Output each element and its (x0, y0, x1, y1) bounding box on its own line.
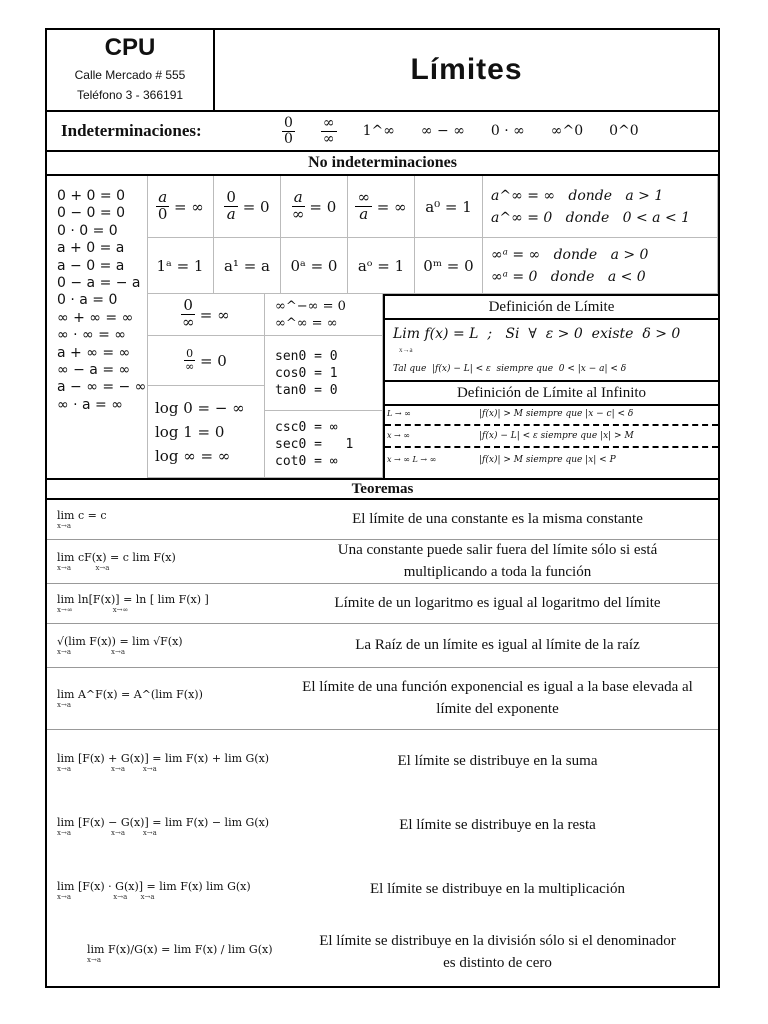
inf-lim: x → ∞ L → ∞ (387, 455, 437, 464)
log-rule: log 0 = − ∞ (155, 398, 245, 417)
theorem-row (47, 922, 718, 984)
log-rule: log 1 = 0 (155, 422, 225, 441)
rule-zero-over-inf-b: $\frac{0}{\infty}$ = 0 (147, 336, 265, 386)
rule-zero-pow-m: 0ᵐ = 0 (415, 238, 483, 294)
theorem-row (47, 584, 718, 624)
trig-rule: cos0 = 1 (275, 365, 338, 381)
indeterminations-list (282, 112, 639, 150)
infinity-definition-row (387, 426, 716, 445)
indet-inf-over-inf: $\frac{\infty}{\infty}$ (322, 114, 335, 147)
theorem-formula: lim ln[F(x)] = ln [ lim F(x) ] x→∞ x→∞ (57, 593, 209, 614)
company-name: CPU (104, 34, 156, 61)
trig-rule: sec0 = 1 (275, 436, 354, 452)
rule-a-pow-zero: a⁰ = 1 (415, 176, 483, 238)
inf-lim: x → ∞ (387, 431, 410, 440)
limit-definition-formula: Lim f(x) = L ; Si ∀ ε > 0 existe δ > 0 (393, 326, 681, 342)
theorem-description: El límite se distribuye en la división sólo si el denominador es distinto de cero (319, 933, 676, 971)
trig-rules-b (265, 411, 383, 478)
theorem-row (47, 668, 718, 730)
basic-op: ∞ · ∞ = ∞ (57, 327, 126, 344)
theorem-row (47, 500, 718, 540)
basic-op: a + 0 = a (57, 240, 125, 257)
basic-op: 0 − a = − a (57, 274, 141, 291)
indet-item: 0 · ∞ (490, 122, 525, 139)
rule-zero-pow-a: 0ᵃ = 0 (281, 238, 348, 294)
indet-item: 1^∞ (362, 122, 395, 139)
log-rule: log ∞ = ∞ (155, 446, 231, 465)
inf-text: |f(x)| > M siempre que |x| < P (479, 454, 616, 465)
infinity-power-rules (265, 294, 383, 336)
theorem-description: El límite se distribuye en la suma (397, 753, 598, 770)
basic-operations-column (57, 188, 147, 414)
rule-zero-over-inf-a: $\frac{0}{\infty}$ = ∞ (147, 294, 265, 336)
basic-op: a − ∞ = − ∞ (57, 379, 147, 396)
rule-inf-over-a: $\frac{\infty}{a}$ = ∞ (348, 176, 415, 238)
limit-definition-tail: Tal que |f(x) − L| < ε siempre que 0 < |x − a| < δ (393, 364, 627, 374)
theorem-description: La Raíz de un límite es igual al límite de la raíz (355, 636, 640, 653)
inf-case: ∞ᵃ = ∞ donde a > 0 (491, 246, 649, 263)
rule-infinity-power-cases (483, 238, 718, 294)
theorem-row (47, 730, 718, 794)
infinity-definition-title: Definición de Límite al Infinito (385, 380, 718, 406)
basic-op: ∞ + ∞ = ∞ (57, 309, 134, 326)
page-title: Límites (410, 53, 523, 86)
theorem-description: El límite se distribuye en la resta (399, 817, 596, 834)
indet-zero-over-zero: $\frac{0}{0}$ (284, 114, 293, 147)
exp-case: a^∞ = 0 donde 0 < a < 1 (491, 209, 691, 226)
limit-definition-title: Definición de Límite (385, 296, 718, 320)
indeterminations-label: Indeterminaciones: (61, 121, 202, 140)
rule-a-over-inf: $\frac{a}{\infty}$ = 0 (281, 176, 348, 238)
theorem-formula: lim F(x)/G(x) = lim F(x) / lim G(x) x→a (87, 942, 273, 964)
company-address: Calle Mercado # 555 (74, 68, 186, 82)
inf-case: ∞ᵃ = 0 donde a < 0 (491, 268, 646, 285)
no-indeterminations-title: No indeterminaciones (308, 154, 457, 171)
theorem-formula: √(lim F(x)) = lim √F(x) x→a x→a (57, 635, 183, 656)
basic-op: ∞ · a = ∞ (57, 396, 123, 413)
theorem-formula: lim c = c x→a (57, 509, 107, 530)
company-phone: Teléfono 3 - 366191 (76, 88, 184, 102)
inf-text: |f(x)| > M siempre que |x − c| < δ (479, 408, 634, 419)
power-rule: ∞^−∞ = 0 (275, 298, 346, 314)
indet-item: ∞^0 (550, 122, 584, 139)
theorem-row (47, 794, 718, 858)
theorems-title: Teoremas (351, 480, 414, 497)
basic-op: 0 · a = 0 (57, 292, 118, 309)
power-rule: ∞^∞ = ∞ (275, 315, 338, 331)
indet-item: 0^0 (609, 122, 639, 139)
rule-a-pow-one: a¹ = a (214, 238, 281, 294)
indet-item: ∞ − ∞ (420, 122, 465, 139)
rule-a-over-zero: $\frac{a}{0}$ = ∞ (147, 176, 214, 238)
basic-op: 0 − 0 = 0 (57, 205, 125, 222)
inf-lim: L → ∞ (387, 409, 411, 418)
theorem-description: El límite de una función exponencial es igual a la base elevada al límite del exponente (302, 678, 693, 717)
trig-rule: tan0 = 0 (275, 382, 338, 398)
theorem-formula: lim cF(x) = c lim F(x) x→a x→a (57, 551, 176, 572)
theorem-formula: lim [F(x) · G(x)] = lim F(x) lim G(x) x→a x→a x→a (57, 879, 251, 901)
rule-zero-over-a: $\frac{0}{a}$ = 0 (214, 176, 281, 238)
theorem-row (47, 858, 718, 922)
basic-op: ∞ − a = ∞ (57, 361, 131, 378)
limit-definition-sub: x→a (399, 346, 413, 354)
inf-text: |f(x) − L| < ε siempre que |x| > M (479, 430, 634, 441)
rule-exponential-cases (483, 176, 718, 238)
trig-rules-a (265, 336, 383, 411)
theorem-row (47, 624, 718, 668)
exp-case: a^∞ = ∞ donde a > 1 (491, 187, 664, 204)
basic-op: a − 0 = a (57, 257, 125, 274)
rule-one-pow-a: 1ᵃ = 1 (147, 238, 214, 294)
indeterminations-row (47, 112, 718, 150)
infinity-definition-row (387, 404, 716, 423)
infinity-definition-row (387, 450, 716, 469)
theorem-description: Una constante puede salir fuera del límite sólo si está multiplicando a toda la función (337, 541, 658, 580)
theorem-row (47, 540, 718, 584)
log-rules (147, 386, 265, 478)
theorem-description: Límite de un logaritmo es igual al logaritmo del límite (334, 594, 661, 611)
theorems-list (47, 500, 718, 986)
basic-op: a + ∞ = ∞ (57, 344, 131, 361)
theorem-formula: lim [F(x) + G(x)] = lim F(x) + lim G(x) x→a x→a x→a (57, 751, 270, 773)
theorem-description: El límite de una constante es la misma constante (352, 510, 643, 527)
theorem-formula: lim A^F(x) = A^(lim F(x)) x→a (57, 688, 203, 709)
trig-rule: csc0 = ∞ (275, 419, 338, 435)
theorem-formula: lim [F(x) − G(x)] = lim F(x) − lim G(x) x→a x→a x→a (57, 815, 270, 837)
rule-a-pow-o: aᵒ = 1 (348, 238, 415, 294)
theorem-description: El límite se distribuye en la multiplicación (370, 881, 625, 898)
basic-op: 0 + 0 = 0 (57, 188, 125, 204)
limit-definition-box (383, 294, 718, 478)
no-indeterminations-grid (47, 176, 718, 478)
basic-op: 0 · 0 = 0 (57, 222, 118, 239)
cheat-sheet (45, 28, 720, 988)
trig-rule: sen0 = 0 (275, 348, 338, 364)
trig-rule: cot0 = ∞ (275, 453, 338, 469)
company-box (47, 30, 215, 110)
